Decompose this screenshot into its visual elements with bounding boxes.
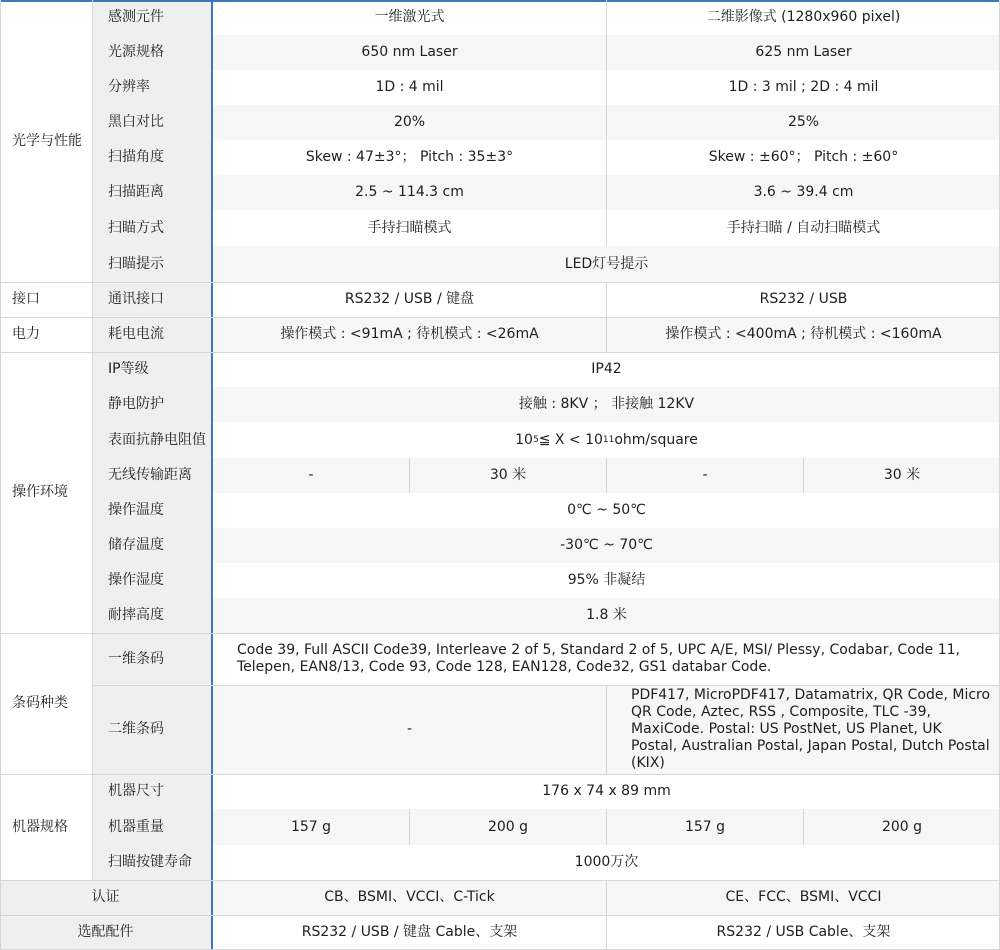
- category-certification: 认证: [0, 880, 211, 915]
- certification-value-1d: CB、BSMI、VCCI、C-Tick: [213, 880, 606, 915]
- weight-value-2: 200 g: [410, 809, 606, 845]
- row-label-barcode-2d: 二维条码: [92, 685, 211, 774]
- scan-mode-value-1d: 手持扫瞄模式: [213, 210, 606, 246]
- barcode-2d-value-1d: -: [213, 685, 606, 774]
- sensor-value-2d: 二维影像式 (1280x960 pixel): [607, 0, 1000, 35]
- humidity-value: 95% 非凝结: [213, 563, 1000, 598]
- weight-value-1: 157 g: [213, 809, 409, 845]
- comm-interface-value-2d: RS232 / USB: [607, 282, 1000, 317]
- row-label-esd: 静电防护: [92, 387, 211, 422]
- drop-height-value: 1.8 米: [213, 598, 1000, 633]
- category-environment: 操作环境: [0, 352, 92, 633]
- resolution-value-1d: 1D : 4 mil: [213, 70, 606, 105]
- row-label-barcode-1d: 一维条码: [92, 633, 211, 685]
- row-label-scan-angle: 扫描角度: [92, 140, 211, 175]
- barcode-1d-text: Code 39, Full ASCII Code39, Interleave 2 of 5, Standard 2 of 5, UPC A/E, MSI/ Plessy, Codabar, Code 11, Telepen, EAN8/13, Code 93, Code 128, EAN128, Code32, GS1 databar Code.: [237, 642, 960, 675]
- row-label-surface-resistance: 表面抗静电阻值: [92, 422, 211, 458]
- row-label-contrast: 黑白对比: [92, 105, 211, 140]
- resistance-base-1: 10: [515, 431, 533, 448]
- top-border: [0, 0, 1000, 2]
- category-accessories: 选配配件: [0, 915, 211, 950]
- wireless-range-value-3: -: [607, 458, 803, 493]
- quarter-divider-1: [409, 458, 410, 493]
- row-label-comm-interface: 通讯接口: [92, 282, 211, 317]
- scan-angle-value-1d: Skew : 47±3°； Pitch : 35±3°: [213, 140, 606, 175]
- current-value-2d: 操作模式 : <400mA ; 待机模式 : <160mA: [607, 317, 1000, 352]
- wireless-range-value-1: -: [213, 458, 409, 493]
- quarter-divider-4: [803, 809, 804, 845]
- section-line-mechanical: [0, 774, 1000, 775]
- accessories-value-1d: RS232 / USB / 键盘 Cable、支架: [213, 915, 606, 950]
- barcode-2d-value-2d: [607, 685, 1000, 774]
- row-label-storage-temp: 储存温度: [92, 528, 211, 563]
- section-line-environment: [0, 352, 1000, 353]
- model-divider-5: [606, 809, 607, 845]
- row-label-sensor: 感测元件: [92, 0, 211, 35]
- row-label-current: 耗电电流: [92, 317, 211, 352]
- row-label-drop-height: 耐摔高度: [92, 598, 211, 633]
- row-label-scan-distance: 扫描距离: [92, 175, 211, 210]
- current-value-1d: 操作模式 : <91mA ; 待机模式 : <26mA: [213, 317, 606, 352]
- button-life-value: 1000万次: [213, 845, 1000, 880]
- resolution-value-2d: 1D : 3 mil ; 2D : 4 mil: [607, 70, 1000, 105]
- scan-distance-value-2d: 3.6 ~ 39.4 cm: [607, 175, 1000, 210]
- left-border: [0, 0, 1, 950]
- row-label-scan-mode: 扫瞄方式: [92, 210, 211, 246]
- resistance-mid: ≦ X < 10: [538, 431, 603, 448]
- scan-angle-value-2d: Skew : ±60°； Pitch : ±60°: [607, 140, 1000, 175]
- contrast-value-1d: 20%: [213, 105, 606, 140]
- light-source-value-2d: 625 nm Laser: [607, 35, 1000, 70]
- sensor-value-1d: 一维激光式: [213, 0, 606, 35]
- category-symbology: 条码种类: [0, 633, 92, 774]
- comm-interface-value-1d: RS232 / USB / 键盘: [213, 282, 606, 317]
- scan-distance-value-1d: 2.5 ~ 114.3 cm: [213, 175, 606, 210]
- row-label-light-source: 光源规格: [92, 35, 211, 70]
- row-label-dimensions: 机器尺寸: [92, 774, 211, 809]
- category-interface: 接口: [0, 282, 92, 317]
- weight-value-4: 200 g: [804, 809, 1000, 845]
- model-divider: [606, 0, 607, 246]
- wireless-range-value-4: 30 米: [804, 458, 1000, 493]
- resistance-unit: ohm/square: [614, 431, 698, 448]
- model-divider-4: [606, 685, 607, 774]
- ip-rating-value: IP42: [213, 352, 1000, 387]
- light-source-value-1d: 650 nm Laser: [213, 35, 606, 70]
- row-line-barcode: [92, 685, 1000, 686]
- barcode-2d-text: PDF417, MicroPDF417, Datamatrix, QR Code, Micro QR Code, Aztec, RSS , Composite, TLC -39, MaxiCode. Postal: US PostNet, US Planet, UK Postal, Australian Postal, Japan Postal, Dutch Postal (KIX): [631, 687, 991, 771]
- category-mechanical: 机器规格: [0, 774, 92, 880]
- surface-resistance-value: 10 5 ≦ X < 10 11 ohm/square: [213, 422, 1000, 458]
- barcode-1d-value: [213, 633, 1000, 685]
- category-divider: [92, 0, 93, 880]
- section-line-certification: [0, 880, 1000, 881]
- scan-indicator-value: LED灯号提示: [213, 246, 1000, 282]
- op-temp-value: 0℃ ~ 50℃: [213, 493, 1000, 528]
- quarter-divider-2: [803, 458, 804, 493]
- row-label-scan-indicator: 扫瞄提示: [92, 246, 211, 282]
- row-label-op-temp: 操作温度: [92, 493, 211, 528]
- accessories-value-2d: RS232 / USB Cable、支架: [607, 915, 1000, 950]
- category-optics: 光学与性能: [0, 0, 92, 282]
- esd-value: 接触 : 8KV ； 非接触 12KV: [213, 387, 1000, 422]
- row-label-button-life: 扫瞄按键寿命: [92, 845, 211, 880]
- row-label-ip-rating: IP等级: [92, 352, 211, 387]
- contrast-value-2d: 25%: [607, 105, 1000, 140]
- storage-temp-value: -30℃ ~ 70℃: [213, 528, 1000, 563]
- category-power: 电力: [0, 317, 92, 352]
- label-divider: [211, 0, 213, 950]
- row-label-weight: 机器重量: [92, 809, 211, 845]
- section-line-power: [0, 317, 1000, 318]
- weight-value-3: 157 g: [607, 809, 803, 845]
- section-line-accessories: [0, 915, 1000, 916]
- scan-mode-value-2d: 手持扫瞄 / 自动扫瞄模式: [607, 210, 1000, 246]
- row-label-wireless-range: 无线传输距离: [92, 458, 211, 493]
- section-line-interface: [0, 282, 1000, 283]
- row-label-humidity: 操作湿度: [92, 563, 211, 598]
- section-line-symbology: [0, 633, 1000, 634]
- dimensions-value: 176 x 74 x 89 mm: [213, 774, 1000, 809]
- quarter-divider-3: [409, 809, 410, 845]
- row-label-resolution: 分辨率: [92, 70, 211, 105]
- certification-value-2d: CE、FCC、BSMI、VCCI: [607, 880, 1000, 915]
- wireless-range-value-2: 30 米: [410, 458, 606, 493]
- model-divider-3: [606, 458, 607, 493]
